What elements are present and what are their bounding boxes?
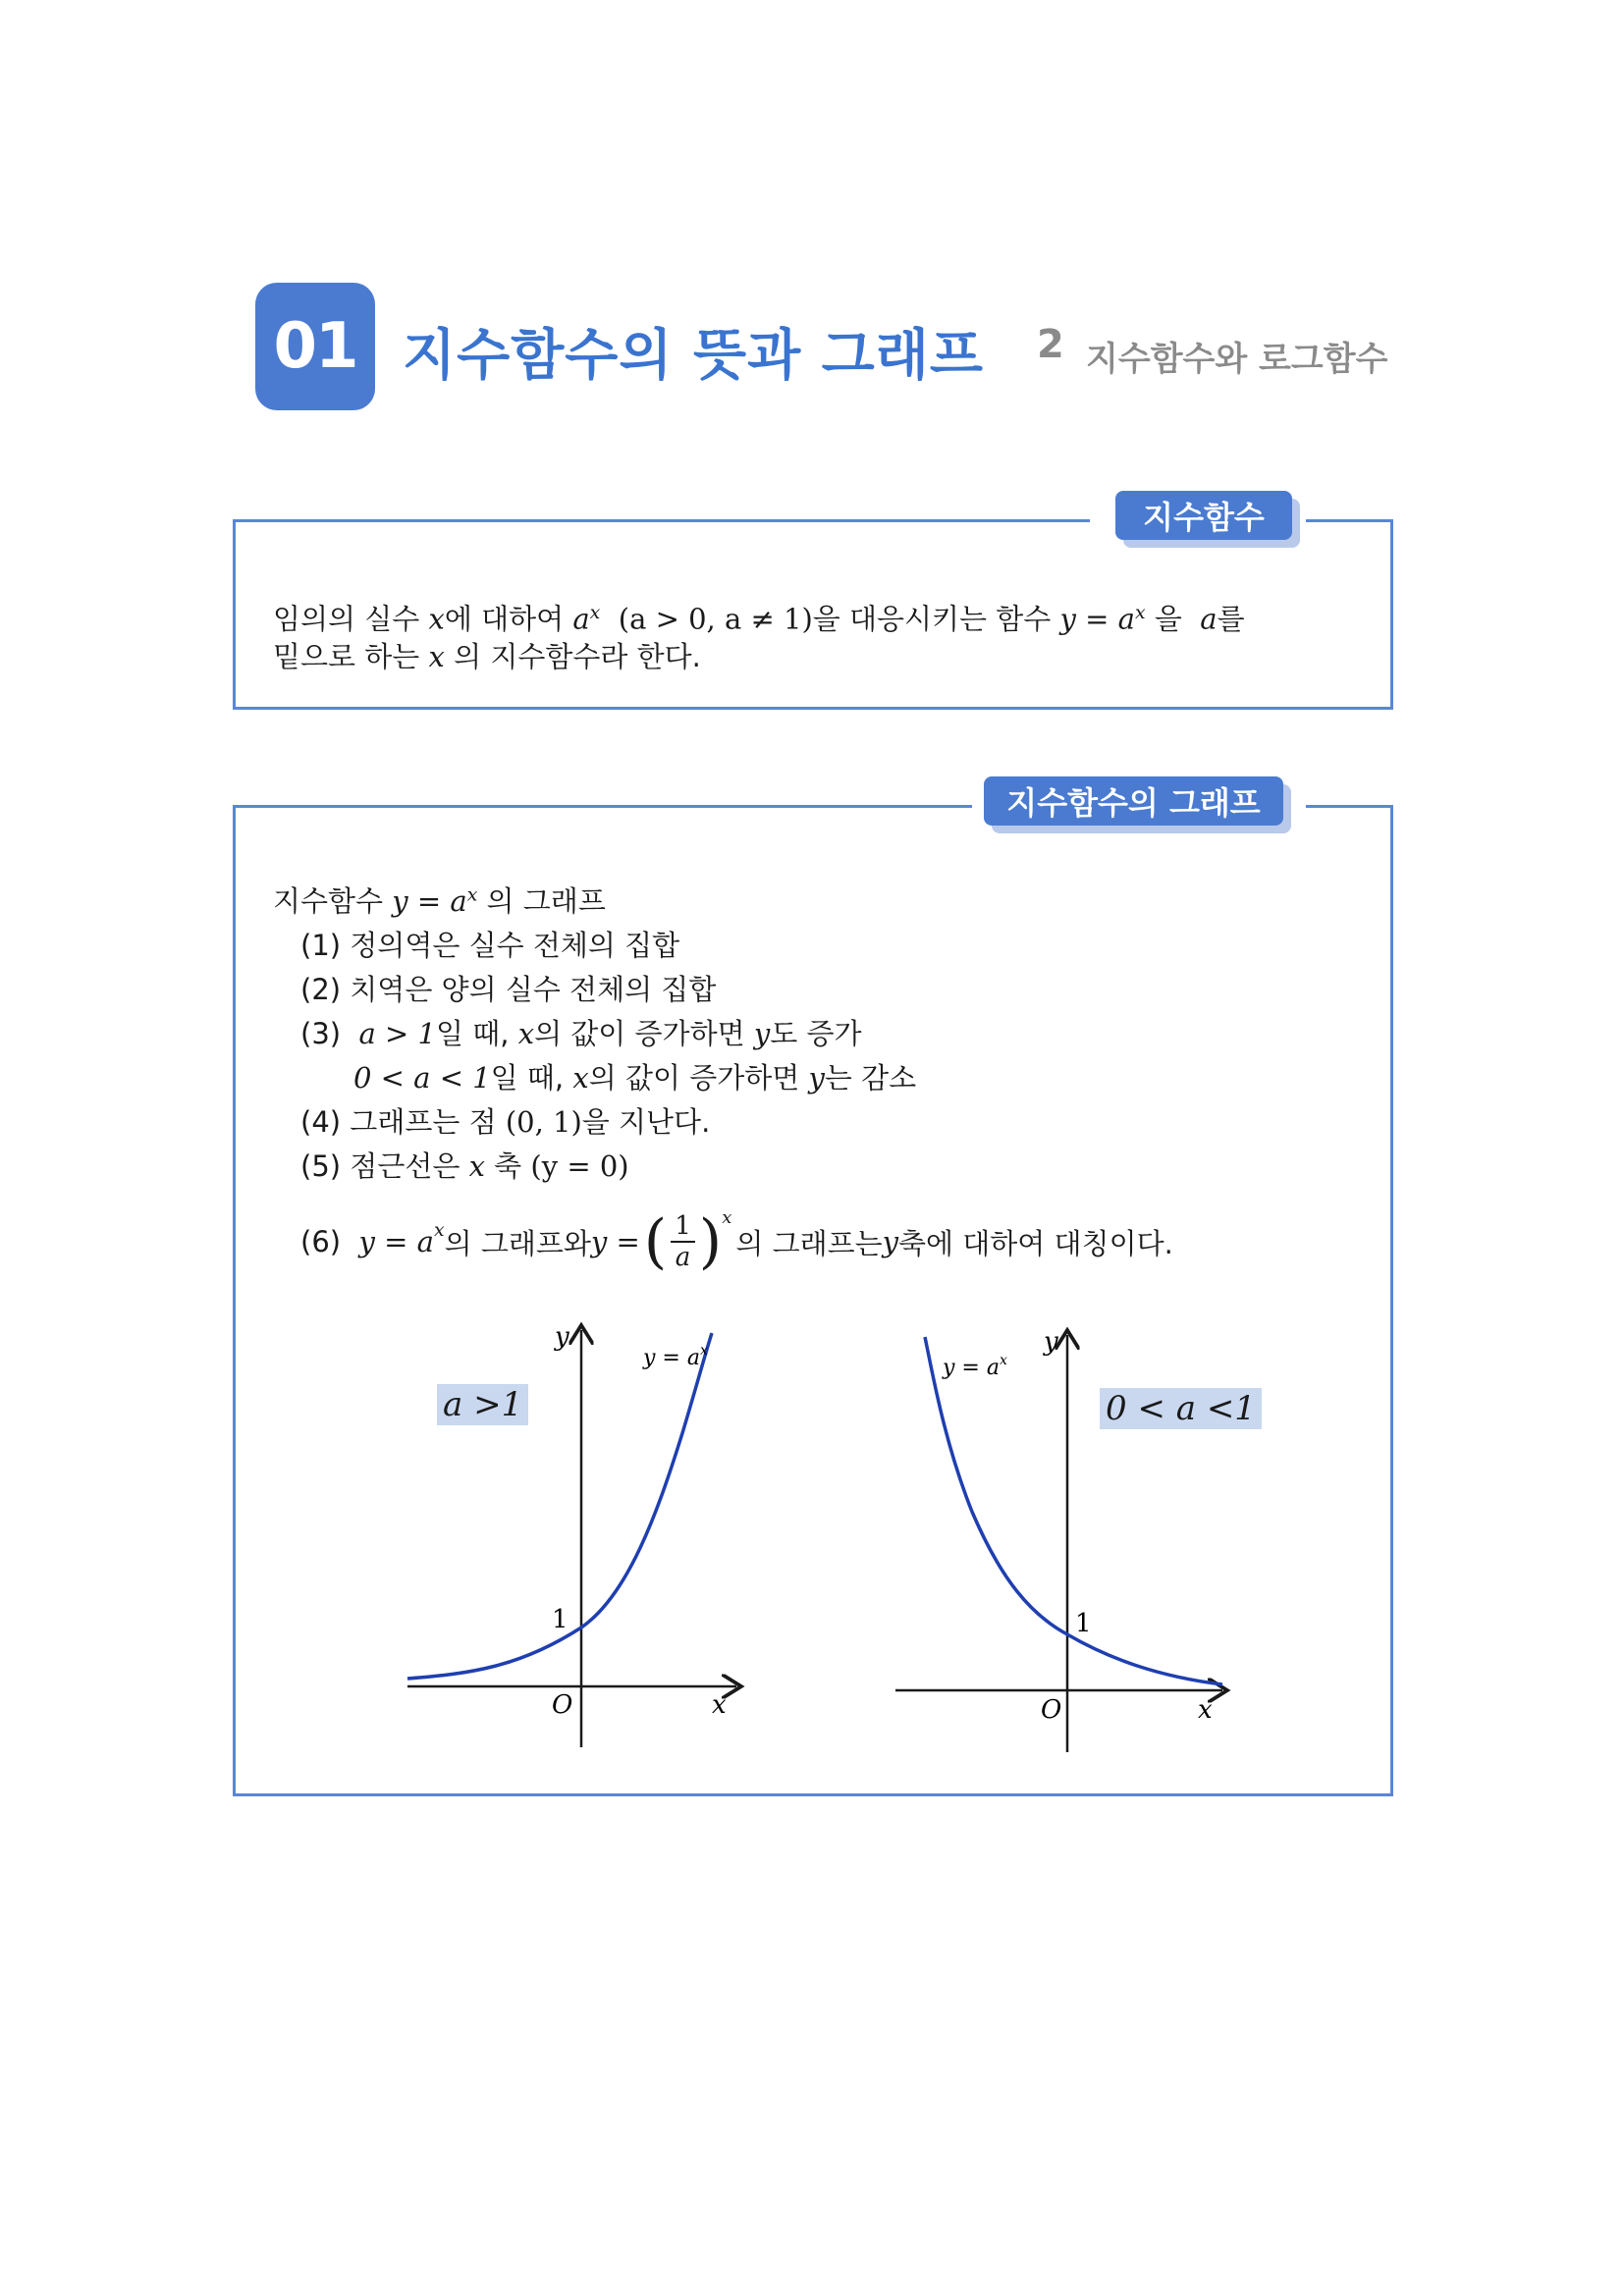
left-intercept-label: 1 xyxy=(552,1605,568,1634)
item-5-num: (5) xyxy=(300,1149,342,1183)
item-5 xyxy=(300,1145,629,1185)
left-y-label: y xyxy=(555,1322,569,1352)
item-6-fraction xyxy=(643,1207,732,1276)
fraction-denominator: a xyxy=(675,1243,691,1272)
def-func: y = a xyxy=(1059,602,1135,636)
item-4-num: (4) xyxy=(300,1105,342,1139)
chapter-number: 2 xyxy=(1037,322,1064,367)
item-6 xyxy=(300,1207,1173,1276)
item-3-cond: a > 1 xyxy=(358,1017,437,1050)
item-6-num: (6) xyxy=(300,1225,342,1258)
item-4-text2: 을 지난다. xyxy=(581,1105,711,1139)
left-graph xyxy=(373,1315,766,1757)
intro-text-2: 의 그래프 xyxy=(477,884,606,918)
item-6-y: y xyxy=(882,1225,899,1258)
intro-text-1: 지수함수 xyxy=(273,884,393,918)
item-5-text2: 축 xyxy=(484,1149,531,1183)
right-y-label: y xyxy=(1044,1327,1058,1357)
item-3b xyxy=(353,1056,916,1096)
item-5-text: 점근선은 xyxy=(341,1149,469,1183)
item-2: (2) 치역은 양의 실수 전체의 집합 xyxy=(300,973,717,1006)
right-graph xyxy=(884,1315,1237,1767)
def-condition: (a > 0, a ≠ 1) xyxy=(618,602,813,636)
item-4 xyxy=(300,1100,710,1141)
item-3b-text: 일 때, xyxy=(490,1061,573,1095)
right-x-label: x xyxy=(1198,1695,1213,1725)
item-3b-cond: 0 < a < 1 xyxy=(353,1061,491,1095)
def2-text-2: 의 지수함수라 한다. xyxy=(454,640,701,673)
fraction-numerator: 1 xyxy=(671,1211,695,1243)
section-number-badge: 01 xyxy=(255,283,375,410)
item-6-sup1: x xyxy=(433,1219,445,1241)
right-exp-curve xyxy=(925,1337,1222,1684)
right-intercept-label: 1 xyxy=(1075,1609,1092,1638)
item-4-text: 그래프는 점 xyxy=(341,1105,506,1139)
left-curve-label-sup: x xyxy=(699,1343,708,1359)
left-origin-label: O xyxy=(552,1690,573,1720)
def-text-3: 을 대응시키는 함수 xyxy=(812,602,1060,636)
definition-line-2 xyxy=(273,635,701,679)
item-5-eq: (y = 0) xyxy=(530,1149,629,1183)
item-5-x: x xyxy=(468,1149,485,1183)
def2-var-x: x xyxy=(428,640,445,673)
right-curve-label xyxy=(942,1353,1007,1380)
left-paren: ( xyxy=(643,1207,668,1276)
item-3-y: y xyxy=(753,1017,771,1050)
item-3b-text3: 는 감소 xyxy=(824,1061,917,1095)
item-3b-x: x xyxy=(572,1061,589,1095)
intro-func: y = a xyxy=(392,884,467,918)
item-3-num: (3) xyxy=(300,1017,342,1050)
def-func-sup: x xyxy=(1134,603,1146,623)
definition-label: 지수함수 xyxy=(1115,491,1292,540)
item-3-text2: 의 값이 증가하면 xyxy=(534,1017,754,1050)
def-sup-x: x xyxy=(589,603,601,623)
right-condition-text: 0 < a <1 xyxy=(1106,1389,1256,1428)
item-3b-text2: 의 값이 증가하면 xyxy=(588,1061,809,1095)
right-origin-label: O xyxy=(1041,1695,1062,1725)
graph-intro xyxy=(273,880,606,920)
fraction-body xyxy=(671,1211,695,1272)
item-3 xyxy=(300,1012,861,1052)
chapter-title: 지수함수와 로그함수 xyxy=(1086,340,1388,379)
item-3b-y: y xyxy=(808,1061,825,1095)
left-curve-label-main: y = a xyxy=(643,1346,700,1370)
def-text-5: 를 xyxy=(1217,602,1245,636)
def2-text-1: 밑으로 하는 xyxy=(273,640,429,673)
item-6-text3: 축에 대하여 대칭이다. xyxy=(898,1226,1173,1260)
page-title: 지수함수의 뜻과 그래프 xyxy=(403,324,984,388)
left-curve-label xyxy=(642,1343,708,1370)
def-text-2: 에 대하여 xyxy=(444,602,573,636)
item-6-text2: 의 그래프는 xyxy=(735,1226,883,1260)
right-curve-label-main: y = a xyxy=(943,1356,1000,1380)
item-6-text: 의 그래프와 xyxy=(444,1226,591,1260)
def-var-a: a xyxy=(572,602,590,636)
right-paren: ) xyxy=(698,1207,723,1276)
graph-label: 지수함수의 그래프 xyxy=(984,776,1283,826)
def-text-4: 을 xyxy=(1145,602,1192,636)
left-condition-text: a >1 xyxy=(443,1385,523,1424)
item-4-point: (0, 1) xyxy=(505,1105,582,1139)
item-6-eq2: y = xyxy=(590,1225,640,1258)
item-1: (1) 정의역은 실수 전체의 집합 xyxy=(300,929,680,962)
item-3-text: 일 때, xyxy=(436,1017,518,1050)
left-x-label: x xyxy=(712,1690,727,1720)
def-var-x: x xyxy=(428,602,445,636)
def-var-a2: a xyxy=(1200,602,1218,636)
right-curve-label-sup: x xyxy=(999,1353,1007,1368)
item-3-text3: 도 증가 xyxy=(770,1017,862,1050)
definition-line-1 xyxy=(273,591,1245,642)
item-6-eq1: y = a xyxy=(358,1225,434,1258)
item-3-x: x xyxy=(517,1017,535,1050)
def-text-1: 임의의 실수 xyxy=(273,602,429,636)
item-6-sup2: x xyxy=(722,1207,732,1228)
intro-sup: x xyxy=(466,884,478,906)
